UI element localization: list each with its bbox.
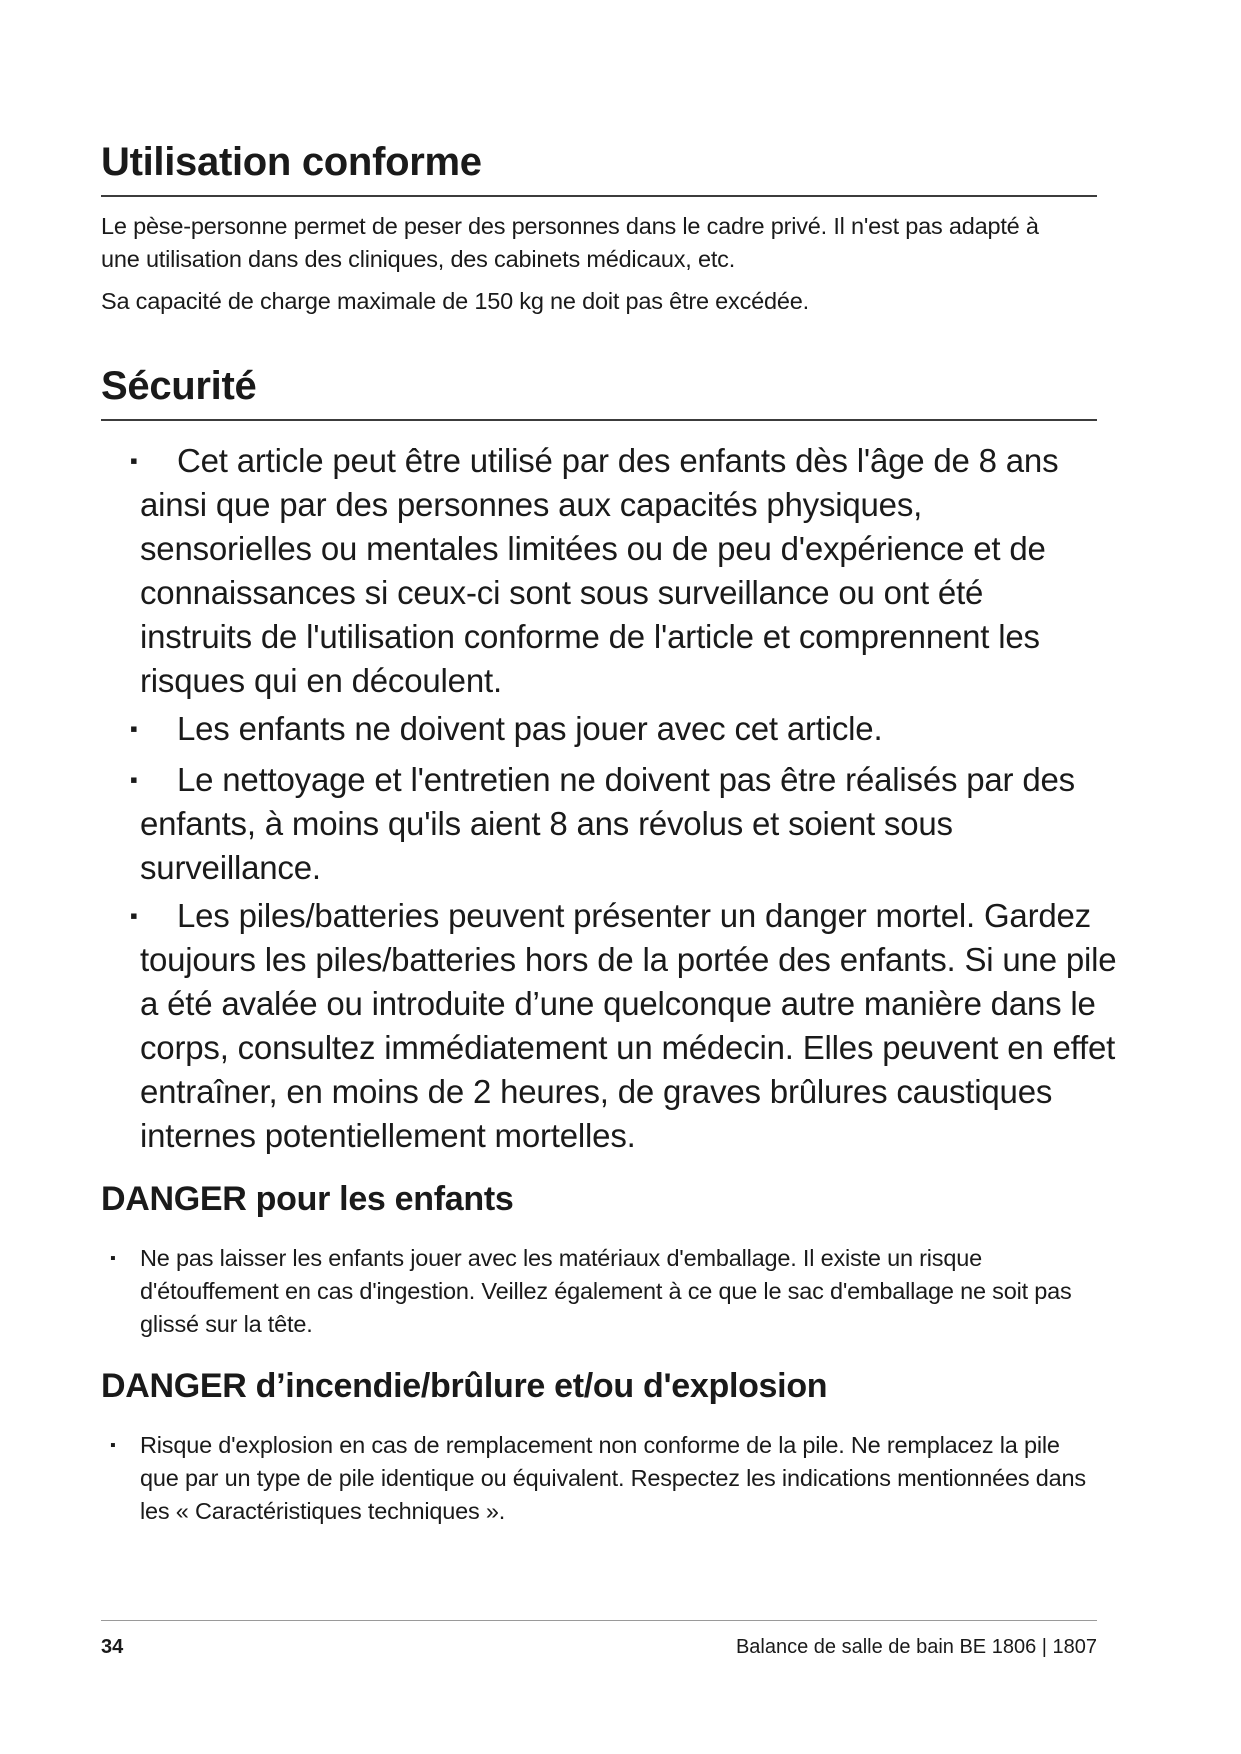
heading-underline — [101, 419, 1097, 421]
danger-children-item-text: Ne pas laisser les enfants jouer avec les matériaux d'emballage. Il existe un risque d'étouffement en cas d'ingestion. Veillez également à ce que le sac d'emballage ne soit pas glissé sur la tête. — [140, 1245, 1072, 1337]
bullet-icon: ▪ — [130, 767, 138, 792]
safety-item-text: Les enfants ne doivent pas jouer avec cet article. — [177, 710, 883, 747]
safety-item-text: Les piles/batteries peuvent présenter un danger mortel. Gardez toujours les piles/batteries hors de la portée des enfants. Si une pile a été avalée ou introduite d’une quelconque autre manière dans le corps, consultez immédiatement un médecin. Elles peuvent en effet entraîner, en moins de 2 heures, de graves brûlures caustiques internes potentiellement mortelles. — [140, 897, 1117, 1154]
safety-item — [130, 894, 1141, 1158]
safety-item-text: Cet article peut être utilisé par des enfants dès l'âge de 8 ans ainsi que par des personnes aux capacités physiques, sensorielles ou mentales limitées ou de peu d'expérience et de connaissances si ceux-ci sont sous surveillance ou ont été instruits de l'utilisation conforme de l'article et comprennent les risques qui en découlent. — [140, 442, 1059, 699]
page-number: 34 — [101, 1636, 124, 1658]
heading-underline — [101, 195, 1097, 197]
safety-item — [130, 758, 1080, 890]
safety-item — [130, 439, 1070, 703]
section-heading-safety: Sécurité — [101, 364, 257, 408]
footer-divider — [101, 1620, 1097, 1621]
section-heading-intended-use: Utilisation conforme — [101, 140, 482, 184]
bullet-icon: ▪ — [110, 1437, 116, 1454]
footer-product-title: Balance de salle de bain BE 1806 | 1807 — [735, 1636, 1097, 1658]
danger-children-item — [110, 1242, 1100, 1341]
section-heading-danger-children: DANGER pour les enfants — [101, 1180, 514, 1218]
bullet-icon: ▪ — [110, 1250, 116, 1267]
bullet-icon: ▪ — [130, 716, 138, 741]
capacity-paragraph: Sa capacité de charge maximale de 150 kg ne doit pas être excédée. — [101, 288, 809, 314]
bullet-icon: ▪ — [130, 903, 138, 928]
section-heading-danger-fire: DANGER d’incendie/brûlure et/ou d'explosion — [101, 1367, 828, 1405]
bullet-icon: ▪ — [130, 448, 138, 473]
safety-item-text: Le nettoyage et l'entretien ne doivent pas être réalisés par des enfants, à moins qu'ils aient 8 ans révolus et soient sous surveillance. — [140, 761, 1075, 886]
safety-item — [130, 707, 1140, 751]
intended-use-paragraph: Le pèse-personne permet de peser des personnes dans le cadre privé. Il n'est pas adapté à une utilisation dans des cliniques, des cabinets médicaux, etc. — [101, 213, 1039, 272]
danger-fire-item-text: Risque d'explosion en cas de remplacement non conforme de la pile. Ne remplacez la pile que par un type de pile identique ou équivalent. Respectez les indications mentionnées dans les « Caractéristiques techniques ». — [140, 1432, 1086, 1524]
danger-fire-item — [110, 1429, 1100, 1528]
